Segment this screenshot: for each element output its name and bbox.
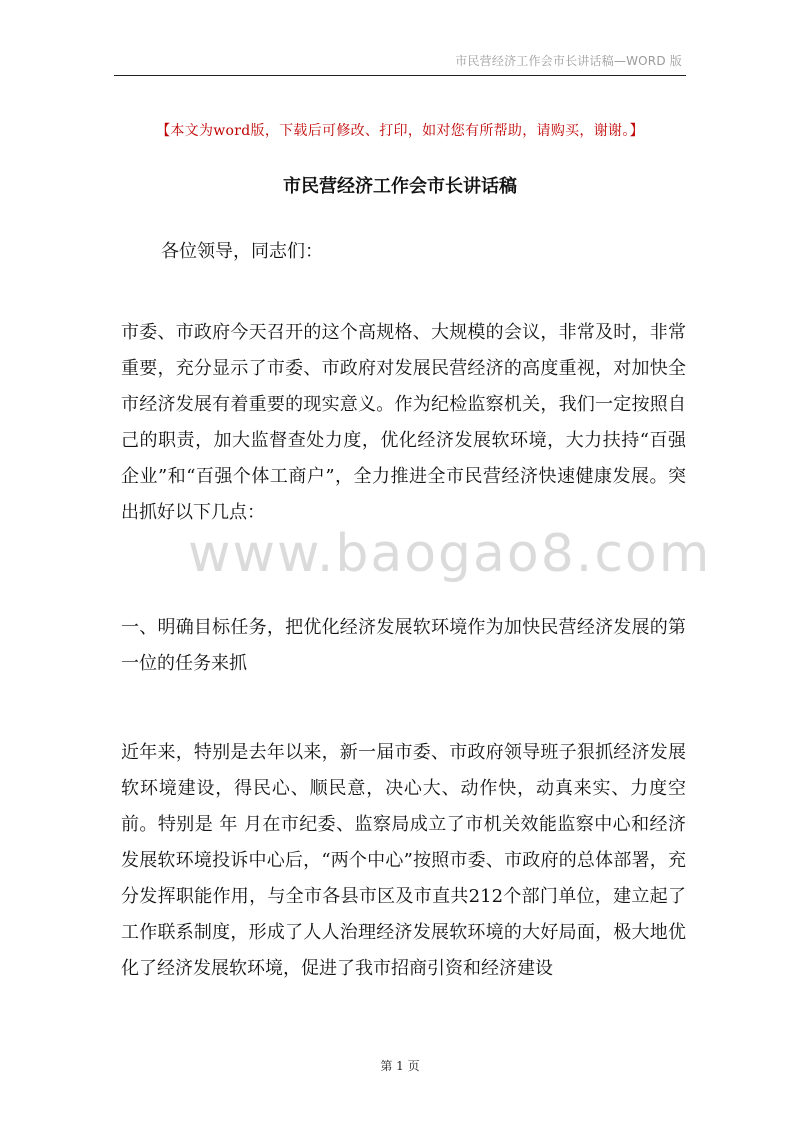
salutation: 各位领导，同志们： (161, 241, 323, 262)
body-paragraph-intro: 市委、市政府今天召开的这个高规格、大规模的会议，非常及时，非常重要，充分显示了市委、市政府对发展民营经济的高度重视，对加快全市经济发展有着重要的现实意义。作为纪检监察机关，我们一定按照自己的职责，加大监督查处力度，优化经济发展软环境，大力扶持“百强企业”和“百强个体工商户”，全力推进全市民营经济快速健康发展。突出抓好以下几点： (121, 322, 686, 523)
watermark: www.baogao8.com (188, 524, 712, 584)
page-number: 第 1 页 (380, 1059, 420, 1073)
body-paragraph-section-1: 近年来，特别是去年以来，新一届市委、市政府领导班子狠抓经济发展软环境建设，得民心、顺民意，决心大、动作快，动真来实、力度空前。特别是 年 月在市纪委、监察局成立了市机关效能监察中心和经济发展软环境投诉中心后，“两个中心”按照市委、市政府的总体部署，充分发挥职能作用，与全市各县市区及市直共212个部门单位，建立起了工作联系制度，形成了人人治理经济发展软环境的大好局面，极大地优化了经济发展软环境，促进了我市招商引资和经济建设 (121, 742, 686, 979)
section-heading-1: 一、明确目标任务，把优化经济发展软环境作为加快民营经济发展的第一位的任务来抓 (121, 617, 686, 674)
purchase-notice: 【本文为word版，下载后可修改、打印，如对您有所帮助，请购买，谢谢。】 (156, 123, 644, 139)
header-divider (114, 75, 686, 76)
document-title: 市民营经济工作会市长讲话稿 (283, 176, 517, 197)
running-header: 市民营经济工作会市长讲话稿—WORD 版 (455, 54, 682, 68)
